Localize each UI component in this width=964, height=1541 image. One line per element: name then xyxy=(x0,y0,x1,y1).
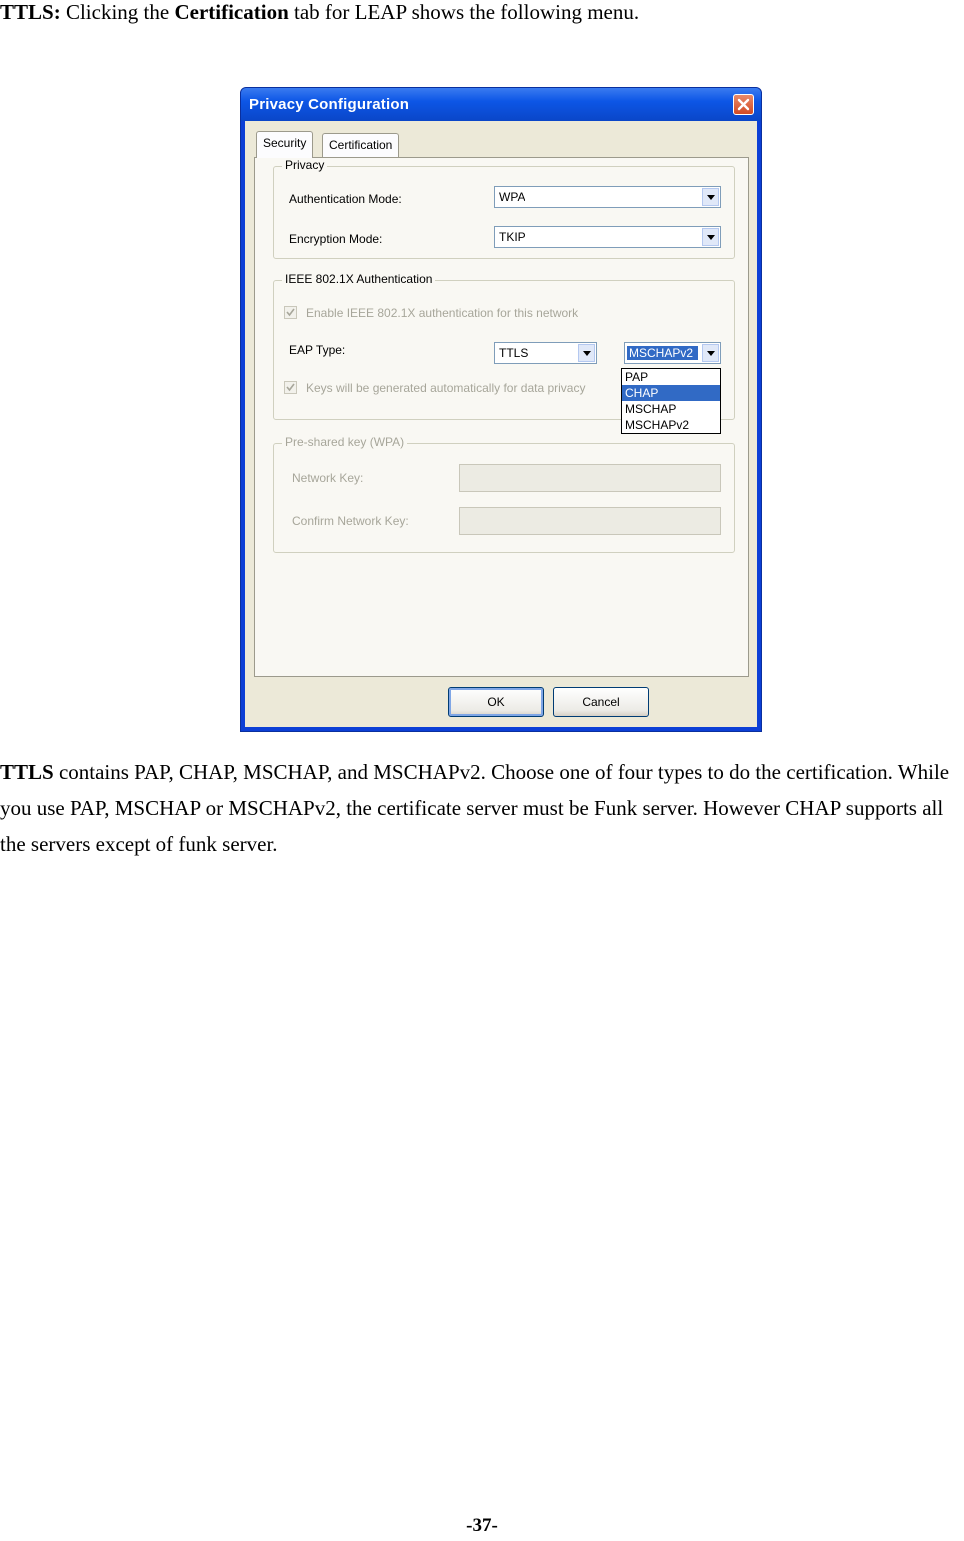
body-lead: TTLS xyxy=(0,760,54,784)
dialog-title: Privacy Configuration xyxy=(249,96,410,113)
eap-type-label: EAP Type: xyxy=(289,343,346,357)
auto-keys-label: Keys will be generated automatically for data privacy xyxy=(306,381,586,395)
dropdown-option-mschapv2[interactable]: MSCHAPv2 xyxy=(625,418,690,432)
enable-8021x-checkbox[interactable] xyxy=(284,306,297,319)
tab-certification[interactable]: Certification xyxy=(322,133,399,157)
eap-type-value: TTLS xyxy=(499,346,529,360)
inner-auth-value: MSCHAPv2 xyxy=(627,346,698,360)
intro-lead: TTLS: xyxy=(0,0,61,24)
dropdown-arrow-icon[interactable] xyxy=(702,344,719,362)
dropdown-option-pap[interactable]: PAP xyxy=(625,370,649,384)
authentication-mode-select[interactable] xyxy=(494,186,721,208)
intro-text-1: Clicking the xyxy=(60,0,175,24)
inner-auth-select[interactable] xyxy=(624,342,721,364)
security-tab-panel xyxy=(254,157,749,677)
confirm-network-key-label: Confirm Network Key: xyxy=(292,514,409,528)
intro-bold-tab-name: Certification xyxy=(174,0,289,24)
inner-auth-dropdown-list xyxy=(621,368,721,434)
body-paragraph xyxy=(0,754,964,862)
privacy-group xyxy=(273,158,735,259)
encryption-mode-select[interactable] xyxy=(494,226,721,248)
dropdown-option-mschap[interactable]: MSCHAP xyxy=(625,402,677,416)
auto-keys-checkbox[interactable] xyxy=(284,381,297,394)
close-button[interactable] xyxy=(733,94,754,115)
encryption-mode-value: TKIP xyxy=(499,230,526,244)
network-key-label: Network Key: xyxy=(292,471,364,485)
dialog-client-area xyxy=(245,121,757,727)
privacy-legend: Privacy xyxy=(282,158,327,172)
cancel-button[interactable]: Cancel xyxy=(553,687,649,717)
checkmark-icon xyxy=(286,383,295,392)
ok-button[interactable]: OK xyxy=(448,687,544,717)
authentication-mode-label: Authentication Mode: xyxy=(289,192,402,206)
checkmark-icon xyxy=(286,308,295,317)
dropdown-arrow-icon[interactable] xyxy=(578,344,595,362)
dialog-titlebar[interactable] xyxy=(241,88,761,121)
close-icon xyxy=(737,98,750,111)
encryption-mode-label: Encryption Mode: xyxy=(289,232,383,246)
pre-shared-key-legend: Pre-shared key (WPA) xyxy=(282,435,407,449)
privacy-configuration-dialog xyxy=(240,87,762,732)
intro-sentence xyxy=(0,0,639,24)
dropdown-option-chap[interactable]: CHAP xyxy=(622,385,720,401)
dropdown-arrow-icon[interactable] xyxy=(702,188,719,206)
body-text: contains PAP, CHAP, MSCHAP, and MSCHAPv2. Choose one of four types to do the certification. While you use PAP, MSCHAP or MSCHAPv2, the certificate server must be Funk server. However CHAP supports all the servers except of funk server. xyxy=(0,760,950,856)
tab-security[interactable]: Security xyxy=(256,131,313,158)
eap-type-select[interactable] xyxy=(494,342,597,364)
ieee-8021x-legend: IEEE 802.1X Authentication xyxy=(282,272,435,286)
dropdown-arrow-icon[interactable] xyxy=(702,228,719,246)
page-number: -37- xyxy=(466,1515,498,1536)
confirm-network-key-input[interactable] xyxy=(459,507,721,535)
enable-8021x-label: Enable IEEE 802.1X authentication for this network xyxy=(306,306,579,320)
pre-shared-key-group xyxy=(273,435,735,553)
authentication-mode-value: WPA xyxy=(499,190,526,204)
intro-text-3: tab for LEAP shows the following menu. xyxy=(288,0,640,24)
network-key-input[interactable] xyxy=(459,464,721,492)
